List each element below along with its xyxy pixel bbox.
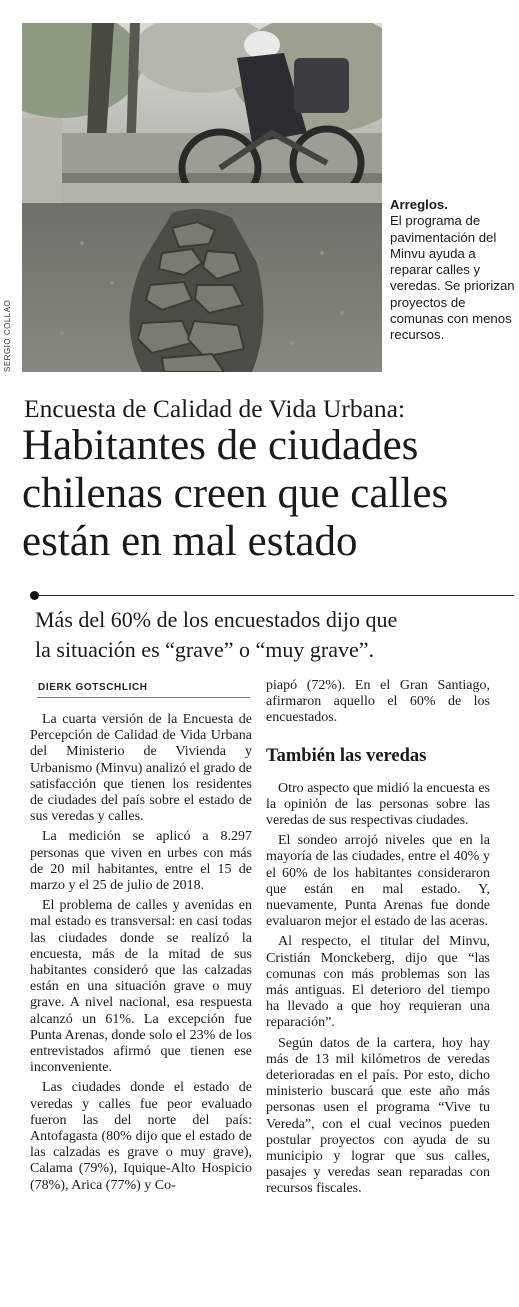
deck-line: Más del 60% de los encuestados dijo que (35, 607, 398, 632)
caption-title: Arreglos. (390, 197, 448, 212)
article-subhead: También las veredas (266, 745, 427, 766)
article-kicker: Encuesta de Calidad de Vida Urbana: (24, 394, 406, 423)
deck-divider (36, 595, 514, 596)
divider-bullet (30, 591, 39, 600)
article-photo (22, 23, 382, 372)
article-column-1 (30, 712, 252, 1194)
article-byline: DIERK GOTSCHLICH (38, 682, 148, 693)
headline-line: están en mal estado (22, 518, 358, 565)
headline-line: chilenas creen que calles (22, 470, 449, 517)
body-paragraph: La medición se aplicó a 8.297 personas que viven en urbes con más de 20 mil habitantes, entre el 15 de marzo y el 25 de julio de 2018. (30, 829, 252, 894)
deck-line: la situación es “grave” o “muy grave”. (35, 637, 375, 662)
body-paragraph: El sondeo arrojó niveles que en la mayoría de las ciudades, entre el 40% y el 60% de los habitantes consideraron que están en mal estado. Y, nuevamente, Punta Arenas fue donde evaluaron mejor el estado de las aceras. (266, 833, 490, 930)
body-paragraph: Al respecto, el titular del Minvu, Cristián Monckeberg, dijo que “las comunas con más problemas son las más antiguas. El deterioro del tiempo ha llevado a que hoy requieran una reparación”. (266, 934, 490, 1031)
article-column-2 (266, 678, 490, 1198)
body-paragraph: Otro aspecto que midió la encuesta es la opinión de las personas sobre las veredas de sus respectivas ciudades. (266, 780, 490, 829)
body-paragraph: Las ciudades donde el estado de veredas y calles fue peor evaluado fueron las del norte del país: Antofagasta (80% dijo que el estado de las calzadas es grave o muy grave), Calama (79%), Iquique-Alto Hospicio (78%), Arica (77%) y Co- (30, 1080, 252, 1193)
body-paragraph-continued: piapó (72%). En el Gran Santiago, afirmaron aquello el 60% de los encuestados. (266, 678, 490, 726)
body-paragraph: Según datos de la cartera, hoy hay más de 13 mil kilómetros de veredas deterioradas en el país. Por esto, dicho ministerio buscará que este año más personas usen el programa “Vive tu Vereda”, con el cual vecinos pueden postular proyectos con ayuda de su municipio y lograr que sus calles, pasajes y veredas sean reparadas con recursos fiscales. (266, 1035, 490, 1197)
body-paragraph: El problema de calles y avenidas en mal estado es transversal: en casi todas las ciudades donde se realizó la encuesta, más de la mitad de sus habitantes consideró que las calzadas están en una situación grave o muy grave. A nivel nacional, esa respuesta alcanzó un 61%. La excepción fue Punta Arenas, donde solo el 23% de los entrevistados afirmó que tienen ese inconveniente. (30, 898, 252, 1076)
headline-line: Habitantes de ciudades (22, 422, 419, 469)
photo-credit: SERGIO COLLAO (3, 299, 12, 372)
photo-caption (390, 197, 515, 344)
article-deck (35, 605, 515, 665)
body-paragraph: La cuarta versión de la Encuesta de Percepción de Calidad de Vida Urbana del Ministerio de Vivienda y Urbanismo (Minvu) analizó el grado de satisfacción que tienen los residentes de ciudades del país sobre el estado de sus veredas y calles. (30, 712, 252, 825)
caption-text: El programa de pavimentación del Minvu ayuda a reparar calles y veredas. Se priorizan proyectos de comunas con menos recursos. (390, 213, 515, 343)
byline-divider (37, 697, 250, 698)
pothole-street-photo (22, 23, 382, 372)
article-headline (22, 422, 512, 566)
